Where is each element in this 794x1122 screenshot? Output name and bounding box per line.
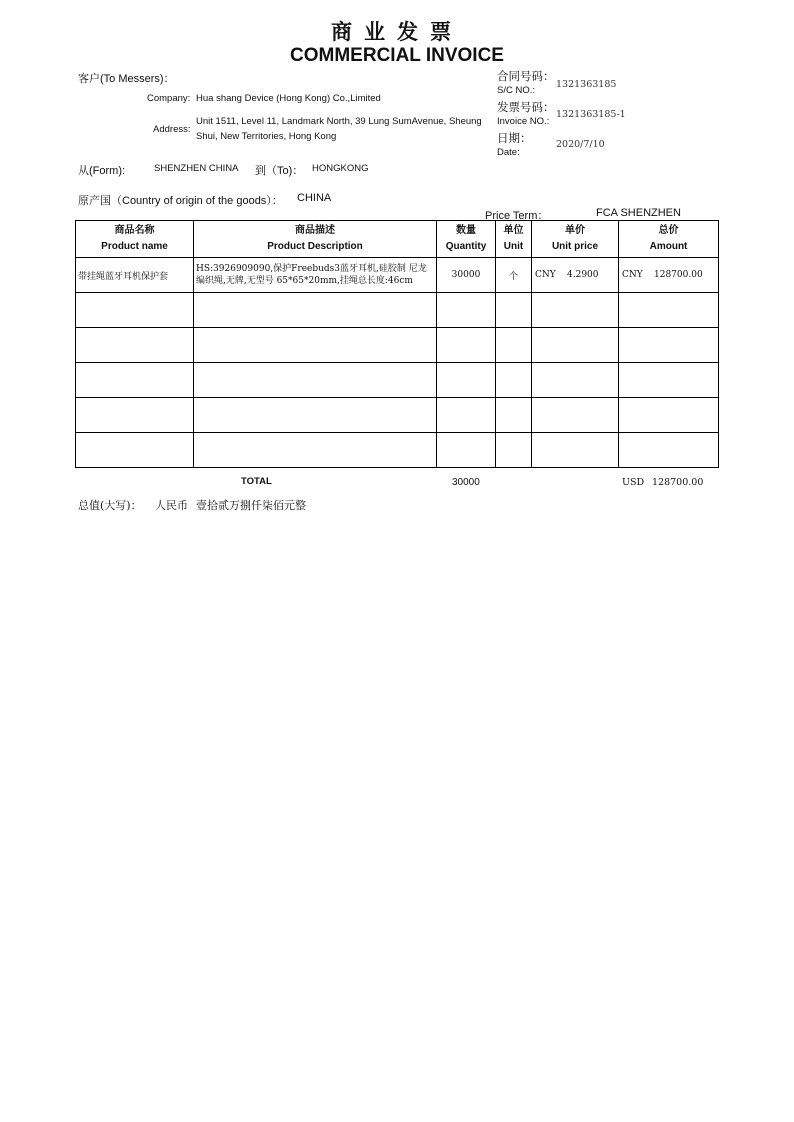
price-term-value: FCA SHENZHEN [596, 207, 681, 219]
table-row [76, 258, 719, 293]
origin-label: 原产国（Country of origin of the goods）： [78, 195, 283, 207]
to-label: 到（To)： [255, 165, 304, 177]
title-chinese: 商业发票 [331, 19, 463, 44]
address-label: Address: [153, 124, 191, 135]
table-row-empty [76, 398, 719, 433]
sc-label-en: S/C NO.: [497, 85, 536, 96]
invoice-label-en: Invoice NO.: [497, 116, 550, 127]
cell-product-description: HS:3926909090,保护Freebuds3蓝牙耳机,硅胶制 尼龙 编织绳,无牌,无型号 65*65*20mm,挂绳总长度:46cm [194, 258, 437, 293]
company-label: Company: [147, 93, 191, 104]
total-label: TOTAL [241, 476, 272, 487]
items-table [75, 220, 719, 468]
header-unit: 单位 Unit [496, 221, 532, 258]
amount-in-words-label: 总值(大写)： [78, 499, 142, 512]
cell-unit-price: CNY 4.2900 [532, 258, 619, 293]
total-currency: USD [622, 477, 645, 488]
date-label-en: Date: [497, 147, 520, 158]
header-amount: 总价 Amount [619, 221, 719, 258]
table-row-empty [76, 293, 719, 328]
customer-label: 客户(To Messers)： [78, 73, 175, 85]
header-product-name: 商品名称 Product name [76, 221, 194, 258]
cell-product-name: 带挂绳蓝牙耳机保护套 [76, 258, 194, 293]
cell-unit: 个 [496, 258, 532, 293]
table-row-empty [76, 433, 719, 468]
table-row-empty [76, 363, 719, 398]
sc-label-cn: 合同号码： [497, 69, 555, 83]
table-row-empty [76, 328, 719, 363]
cell-quantity: 30000 [437, 258, 496, 293]
address-line-1: Unit 1511, Level 11, Landmark North, 39 Lung SumAvenue, Sheung [196, 116, 482, 127]
amount-in-words-value: 壹拾贰万捌仟柒佰元整 [196, 499, 306, 512]
from-label: 从(Form): [78, 165, 126, 177]
origin-value: CHINA [297, 192, 332, 204]
address-line-2: Shui, New Territories, Hong Kong [196, 131, 337, 142]
to-value: HONGKONG [312, 163, 369, 174]
header-quantity: 数量 Quantity [437, 221, 496, 258]
date-value: 2020/7/10 [556, 139, 605, 150]
cell-amount: CNY 128700.00 [619, 258, 719, 293]
total-amount: 128700.00 [652, 477, 704, 488]
header-unit-price: 单价 Unit price [532, 221, 619, 258]
from-value: SHENZHEN CHINA [154, 163, 239, 174]
invoice-label-cn: 发票号码： [497, 100, 555, 114]
title-english: COMMERCIAL INVOICE [290, 45, 504, 66]
price-term-label: Price Term： [485, 210, 549, 222]
company-value: Hua shang Device (Hong Kong) Co.,Limited [196, 93, 381, 104]
sc-value: 1321363185 [556, 79, 617, 90]
total-quantity: 30000 [452, 477, 480, 488]
invoice-value: 1321363185-1 [556, 109, 626, 120]
header-product-description: 商品描述 Product Description [194, 221, 437, 258]
amount-in-words-currency: 人民币 [155, 499, 188, 512]
table-header-row [76, 221, 719, 258]
date-label-cn: 日期： [497, 131, 532, 145]
